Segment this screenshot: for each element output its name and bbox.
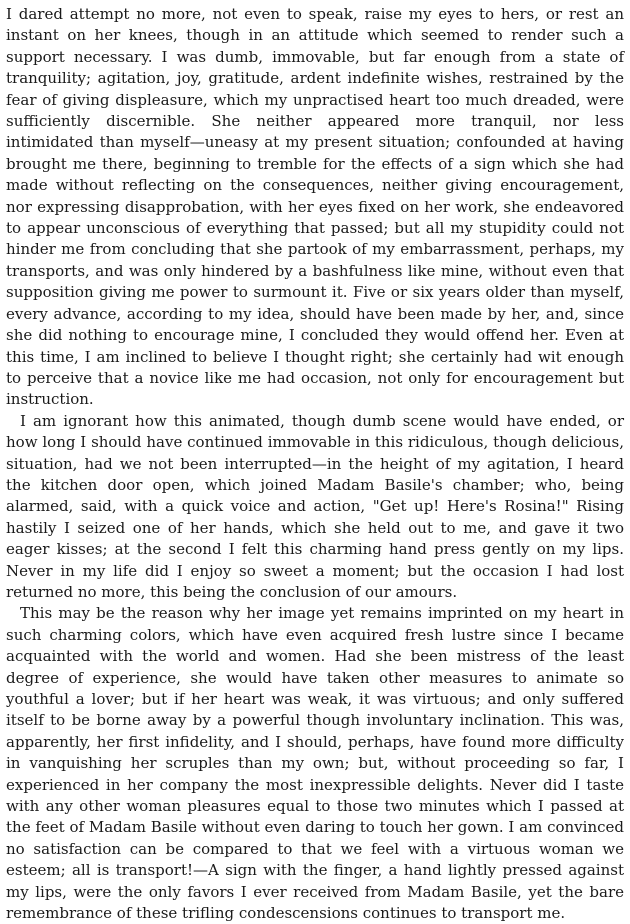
- paragraph-3: This may be the reason why her image yet remains imprinted on my heart in such charming colors, which have even acquired fresh lustre since I became acquainted with the world and women. Had she been mistress of the least degree of experience, she would have taken other measures to animate so youthful a lover; but if her heart was weak, it was virtuous; and only suffered itself to be borne away by a powerful though involuntary inclination. This was, apparently, her first infidelity, and I should, perhaps, have found more difficulty in vanquishing her scruples than my own; but, without proceeding so far, I experienced in her company the most inexpressible delights. Never did I taste with any other woman pleasures equal to those two minutes which I passed at the feet of Madam Basile without even daring to touch her gown. I am convinced no satisfaction can be compared to that we feel with a virtuous woman we esteem; all is transport!—A sign with the finger, a hand lightly pressed against my lips, were the only favors I ever received from Madam Basile, yet the bare remembrance of these trifling condescensions continues to transport me.: [6, 604, 624, 923]
- paragraph-1: I dared attempt no more, not even to speak, raise my eyes to hers, or rest an instant on her knees, though in an attitude which seemed to render such a support necessary. I was dumb, immovable, but far enough from a state of tranquility; agitation, joy, gratitude, ardent indefinite wishes, restrained by the fear of giving displeasure, which my unpractised heart too much dreaded, were sufficiently discernible. She neither appeared more tranquil, nor less intimidated than myself—uneasy at my present situation; confounded at having brought me there, beginning to tremble for the effects of a sign which she had made without reflecting on the consequences, neither giving encouragement, nor expressing disapprobation, with her eyes fixed on her work, she endeavored to appear unconscious of everything that passed; but all my stupidity could not hinder me from concluding that she partook of my embarrassment, perhaps, my transports, and was only hindered by a bashfulness like mine, without even that supposition giving me power to surmount it. Five or six years older than myself, every advance, according to my idea, should have been made by her, and, since she did nothing to encourage mine, I concluded they would offend her. Even at this time, I am inclined to believe I thought right; she certainly had wit enough to perceive that a novice like me had occasion, not only for encouragement but instruction.: [6, 5, 624, 409]
- paragraph-2: I am ignorant how this animated, though dumb scene would have ended, or how long I should have continued immovable in this ridiculous, though delicious, situation, had we not been interrupted—in the height of my agitation, I heard the kitchen door open, which joined Madam Basile's chamber; who, being alarmed, said, with a quick voice and action, "Get up! Here's Rosina!" Rising hastily I seized one of her hands, which she held out to me, and gave it two eager kisses; at the second I felt this charming hand press gently on my lips. Never in my life did I enjoy so sweet a moment; but the occasion I had lost returned no more, this being the conclusion of our amours.: [6, 411, 624, 601]
